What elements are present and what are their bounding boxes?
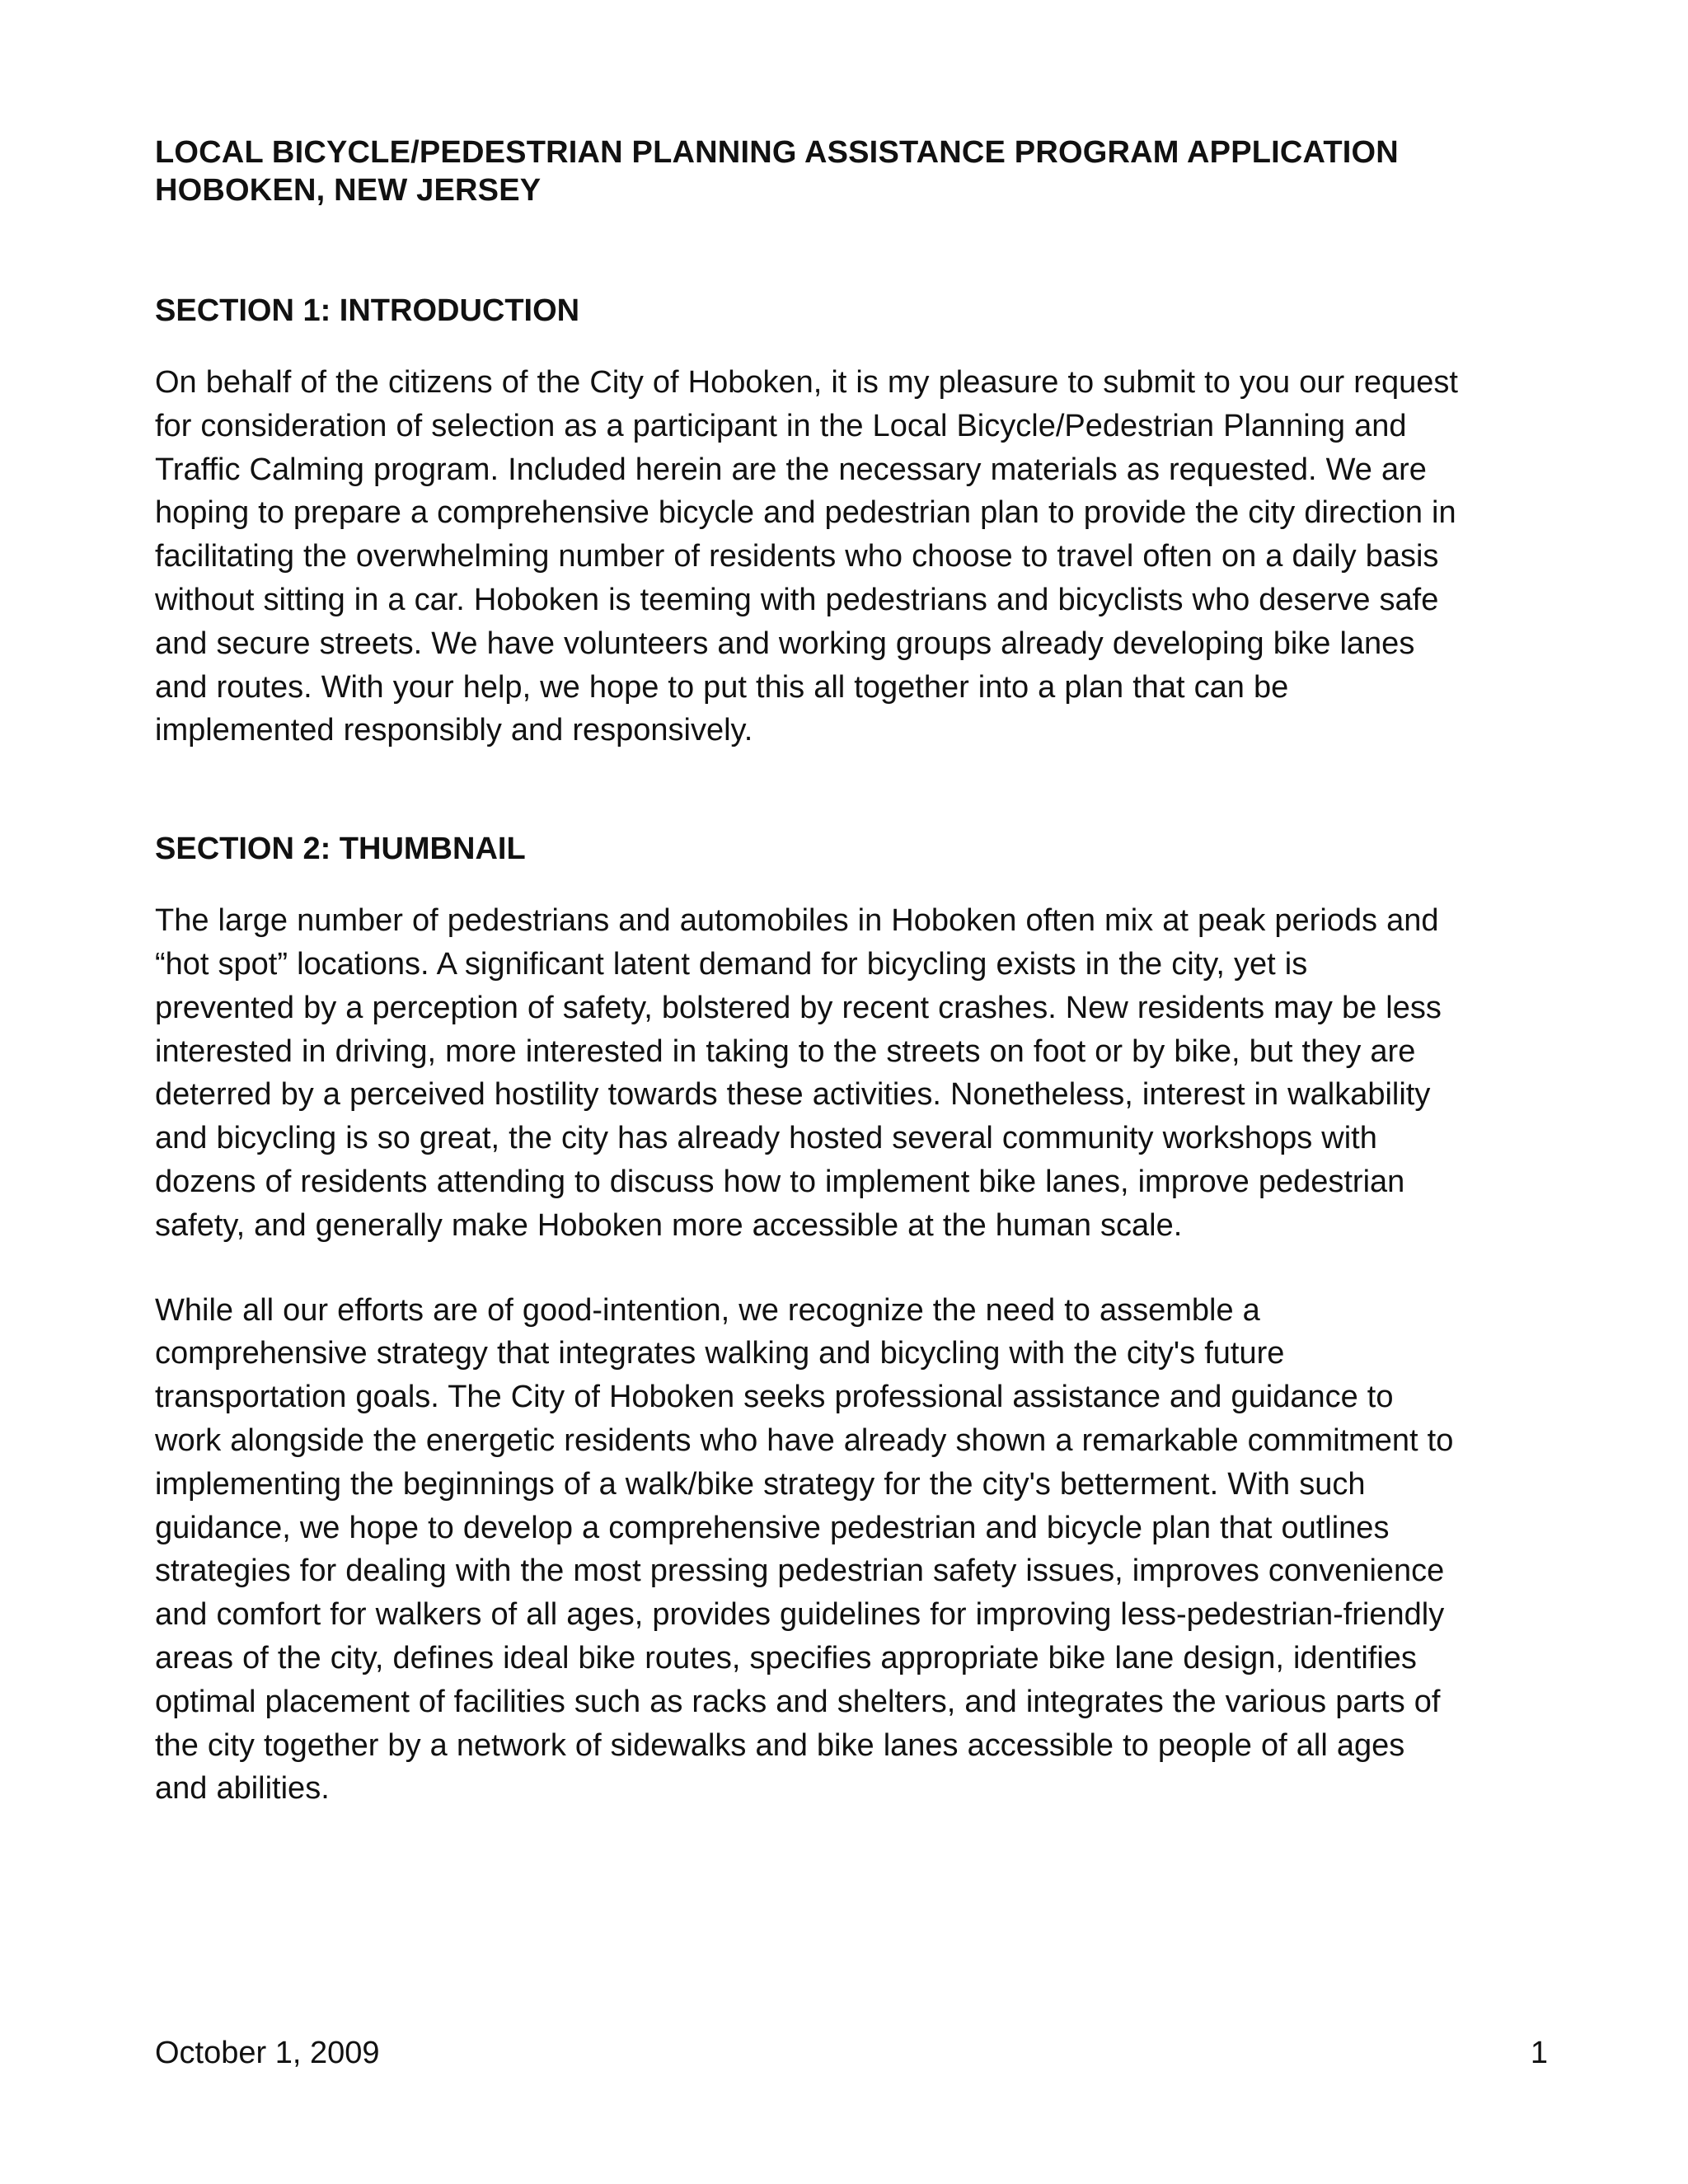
- text-line: and bicycling is so great, the city has already hosted several community workshops with: [155, 1121, 1377, 1156]
- text-line: deterred by a perceived hostility towards these activities. Nonetheless, interest in walkability: [155, 1077, 1431, 1113]
- text-line: interested in driving, more interested in taking to the streets on foot or by bike, but they are: [155, 1033, 1416, 1069]
- paragraph: [155, 1289, 1548, 1811]
- text-line: implementing the beginnings of a walk/bike strategy for the city's betterment. With such: [155, 1466, 1366, 1502]
- text-line: safety, and generally make Hoboken more accessible at the human scale.: [155, 1207, 1183, 1243]
- text-line: for consideration of selection as a participant in the Local Bicycle/Pedestrian Planning and: [155, 408, 1407, 443]
- text-line: transportation goals. The City of Hoboken seeks professional assistance and guidance to: [155, 1380, 1394, 1415]
- footer-date: October 1, 2009: [155, 2036, 380, 2070]
- page-footer: [155, 2034, 1548, 2072]
- text-line: The large number of pedestrians and automobiles in Hoboken often mix at peak periods and: [155, 903, 1439, 939]
- text-line: without sitting in a car. Hoboken is teeming with pedestrians and bicyclists who deserve safe: [155, 582, 1439, 617]
- text-line: optimal placement of facilities such as racks and shelters, and integrates the various parts of: [155, 1684, 1441, 1719]
- text-line: and comfort for walkers of all ages, provides guidelines for improving less-pedestrian-friendly: [155, 1597, 1445, 1633]
- text-line: and abilities.: [155, 1771, 330, 1807]
- text-line: and secure streets. We have volunteers and working groups already developing bike lanes: [155, 626, 1415, 661]
- text-line: prevented by a perception of safety, bolstered by recent crashes. New residents may be less: [155, 990, 1442, 1025]
- text-line: and routes. With your help, we hope to put this all together into a plan that can be: [155, 669, 1289, 705]
- text-line: guidance, we hope to develop a comprehensive pedestrian and bicycle plan that outlines: [155, 1510, 1390, 1545]
- text-line: the city together by a network of sidewalks and bike lanes accessible to people of all ages: [155, 1727, 1405, 1763]
- text-line: facilitating the overwhelming number of residents who choose to travel often on a daily basis: [155, 539, 1439, 574]
- title-line: LOCAL BICYCLE/PEDESTRIAN PLANNING ASSISTANCE PROGRAM APPLICATION: [155, 135, 1399, 170]
- text-line: Traffic Calming program. Included herein are the necessary materials as requested. We are: [155, 452, 1427, 487]
- page-number: 1: [1530, 2036, 1548, 2070]
- text-line: implemented responsibly and responsively.: [155, 713, 753, 748]
- section-introduction: [155, 292, 1548, 752]
- document-title: [155, 134, 1548, 209]
- text-line: areas of the city, defines ideal bike routes, specifies appropriate bike lane design, identifies: [155, 1640, 1417, 1675]
- text-line: hoping to prepare a comprehensive bicycle and pedestrian plan to provide the city direction in: [155, 495, 1456, 531]
- section-heading: SECTION 1: INTRODUCTION: [155, 293, 580, 328]
- text-line: comprehensive strategy that integrates walking and bicycling with the city's future: [155, 1336, 1285, 1371]
- text-line: work alongside the energetic residents who have already shown a remarkable commitment to: [155, 1422, 1454, 1458]
- text-line: dozens of residents attending to discuss how to implement bike lanes, improve pedestrian: [155, 1164, 1405, 1199]
- title-line: HOBOKEN, NEW JERSEY: [155, 173, 542, 208]
- paragraph: [155, 899, 1548, 1247]
- text-line: While all our efforts are of good-intention, we recognize the need to assemble a: [155, 1292, 1260, 1328]
- text-line: strategies for dealing with the most pressing pedestrian safety issues, improves convenience: [155, 1554, 1445, 1589]
- section-heading: SECTION 2: THUMBNAIL: [155, 832, 526, 867]
- document-body: [155, 134, 1548, 1811]
- text-line: On behalf of the citizens of the City of Hoboken, it is my pleasure to submit to you our request: [155, 365, 1458, 400]
- paragraph: [155, 361, 1548, 752]
- text-line: “hot spot” locations. A significant latent demand for bicycling exists in the city, yet is: [155, 946, 1308, 982]
- section-thumbnail: [155, 830, 1548, 1811]
